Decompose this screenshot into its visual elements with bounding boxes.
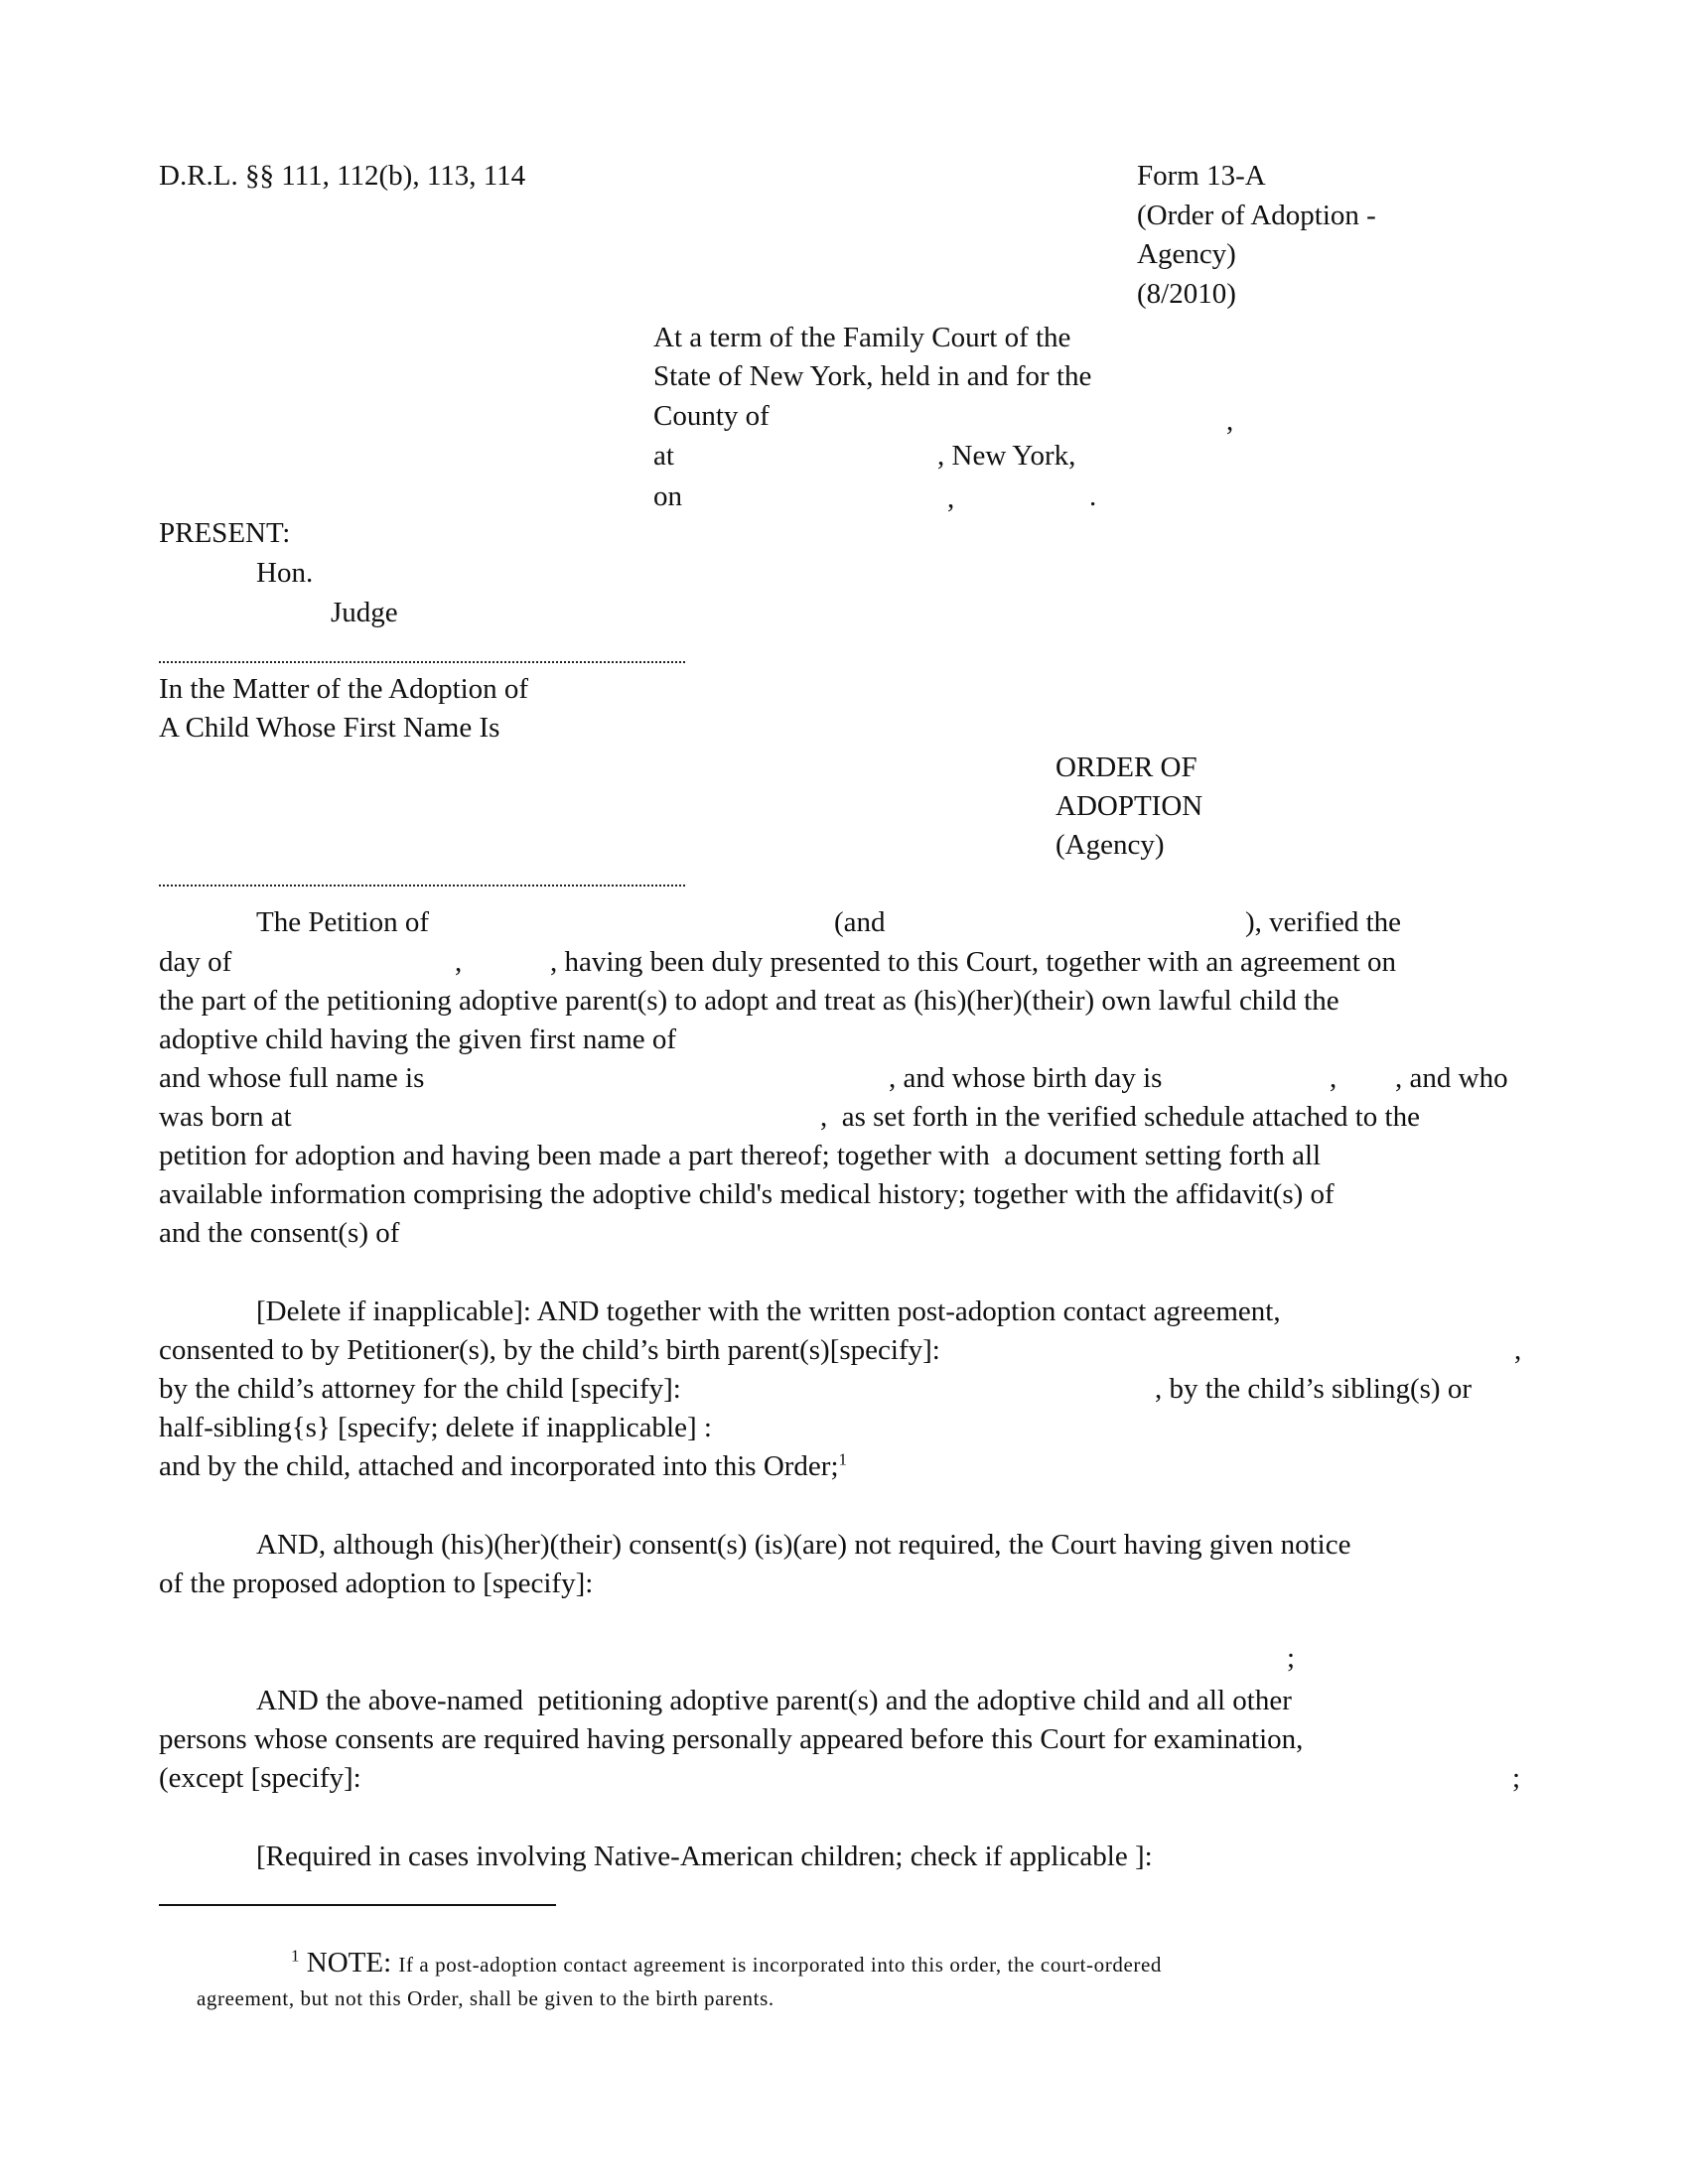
except-semicolon: ;	[1512, 1762, 1521, 1794]
footnote-line-1: If a post-adoption contact agreement is incorporated into this order, the court-ordered	[398, 1953, 1162, 1977]
at-label: at	[653, 440, 674, 472]
footnote-separator	[159, 1904, 556, 1906]
county-label: County of	[653, 400, 770, 432]
post-adoption-line-1: [Delete if inapplicable]: AND together with the written post-adoption contact agreement,	[256, 1296, 1281, 1327]
duly-presented: , having been duly presented to this Court, together with an agreement on	[550, 946, 1397, 978]
day-of: day of	[159, 946, 232, 978]
native-american-line: [Required in cases involving Native-American children; check if applicable ]:	[256, 1841, 1153, 1872]
appearance-line-1: AND the above-named petitioning adoptive parent(s) and the adoptive child and all other	[256, 1685, 1292, 1716]
full-name-label: and whose full name is	[159, 1062, 425, 1094]
birth-day-label: , and whose birth day is	[889, 1062, 1163, 1094]
notice-semicolon: ;	[1287, 1642, 1296, 1674]
judge-label: Judge	[331, 597, 398, 628]
court-term-line-2: State of New York, held in and for the	[653, 360, 1092, 392]
caption-bottom-divider	[159, 885, 685, 887]
except-label: (except [specify]:	[159, 1762, 361, 1794]
footnote-note-label: NOTE:	[306, 1947, 392, 1979]
court-term-line-1: At a term of the Family Court of the	[653, 322, 1071, 353]
birth-parents-comma: ,	[1514, 1334, 1522, 1366]
notice-line-2: of the proposed adoption to [specify]:	[159, 1568, 594, 1599]
form-title-line-1: (Order of Adoption -	[1137, 200, 1376, 231]
birth-day-comma: ,	[1330, 1062, 1337, 1094]
order-title-line-2: ADOPTION	[1055, 790, 1203, 822]
county-comma: ,	[1226, 405, 1234, 437]
footnote-head	[291, 1946, 1162, 1979]
born-at-label: was born at	[159, 1101, 292, 1133]
caption-line-2: A Child Whose First Name Is	[159, 712, 500, 744]
and-who: , and who	[1395, 1062, 1508, 1094]
body-line-4: adoptive child having the given first name of	[159, 1024, 677, 1055]
body-line-3: the part of the petitioning adoptive parent(s) to adopt and treat as (his)(her)(their) own lawful child the	[159, 985, 1339, 1017]
caption-top-divider	[159, 661, 685, 663]
footnote-number: 1	[291, 1946, 300, 1966]
form-number: Form 13-A	[1137, 160, 1266, 192]
order-title-line-1: ORDER OF	[1055, 751, 1197, 783]
siblings-label: , by the child’s sibling(s) or	[1155, 1373, 1472, 1405]
footnote-line-2: agreement, but not this Order, shall be given to the birth parents.	[197, 1986, 774, 2010]
attorney-line: by the child’s attorney for the child [specify]:	[159, 1373, 681, 1405]
form-title-line-2: Agency)	[1137, 238, 1236, 270]
footnote-reference: 1	[838, 1449, 848, 1469]
day-comma: ,	[455, 946, 463, 978]
body-line-7: petition for adoption and having been made a part thereof; together with a document setting forth all	[159, 1140, 1322, 1171]
incorporated-line	[159, 1449, 847, 1483]
present-label: PRESENT:	[159, 517, 291, 549]
petition-and: (and	[834, 906, 886, 938]
petition-of: The Petition of	[256, 906, 429, 938]
on-comma: ,	[947, 482, 955, 514]
order-title-line-3: (Agency)	[1055, 829, 1165, 861]
caption-line-1: In the Matter of the Adoption of	[159, 673, 529, 705]
incorporated-text: and by the child, attached and incorporated into this Order;	[159, 1450, 839, 1482]
on-period: .	[1089, 480, 1097, 512]
half-sibling-line: half-sibling{s} [specify; delete if inapplicable] :	[159, 1412, 712, 1443]
consents-of: and the consent(s) of	[159, 1217, 400, 1249]
petition-verified: ), verified the	[1245, 906, 1402, 938]
birth-parents-line: consented to by Petitioner(s), by the child’s birth parent(s)[specify]:	[159, 1334, 940, 1366]
notice-line-1: AND, although (his)(her)(their) consent(s) (is)(are) not required, the Court having given notice	[256, 1529, 1351, 1561]
verified-schedule: , as set forth in the verified schedule attached to the	[820, 1101, 1420, 1133]
statute-citation: D.R.L. §§ 111, 112(b), 113, 114	[159, 160, 526, 192]
hon-label: Hon.	[256, 557, 314, 589]
body-line-8: available information comprising the adoptive child's medical history; together with the affidavit(s) of	[159, 1178, 1335, 1210]
at-new-york: , New York,	[937, 440, 1076, 472]
form-date: (8/2010)	[1137, 278, 1236, 310]
on-label: on	[653, 480, 682, 512]
appearance-line-2: persons whose consents are required having personally appeared before this Court for examination,	[159, 1723, 1304, 1755]
